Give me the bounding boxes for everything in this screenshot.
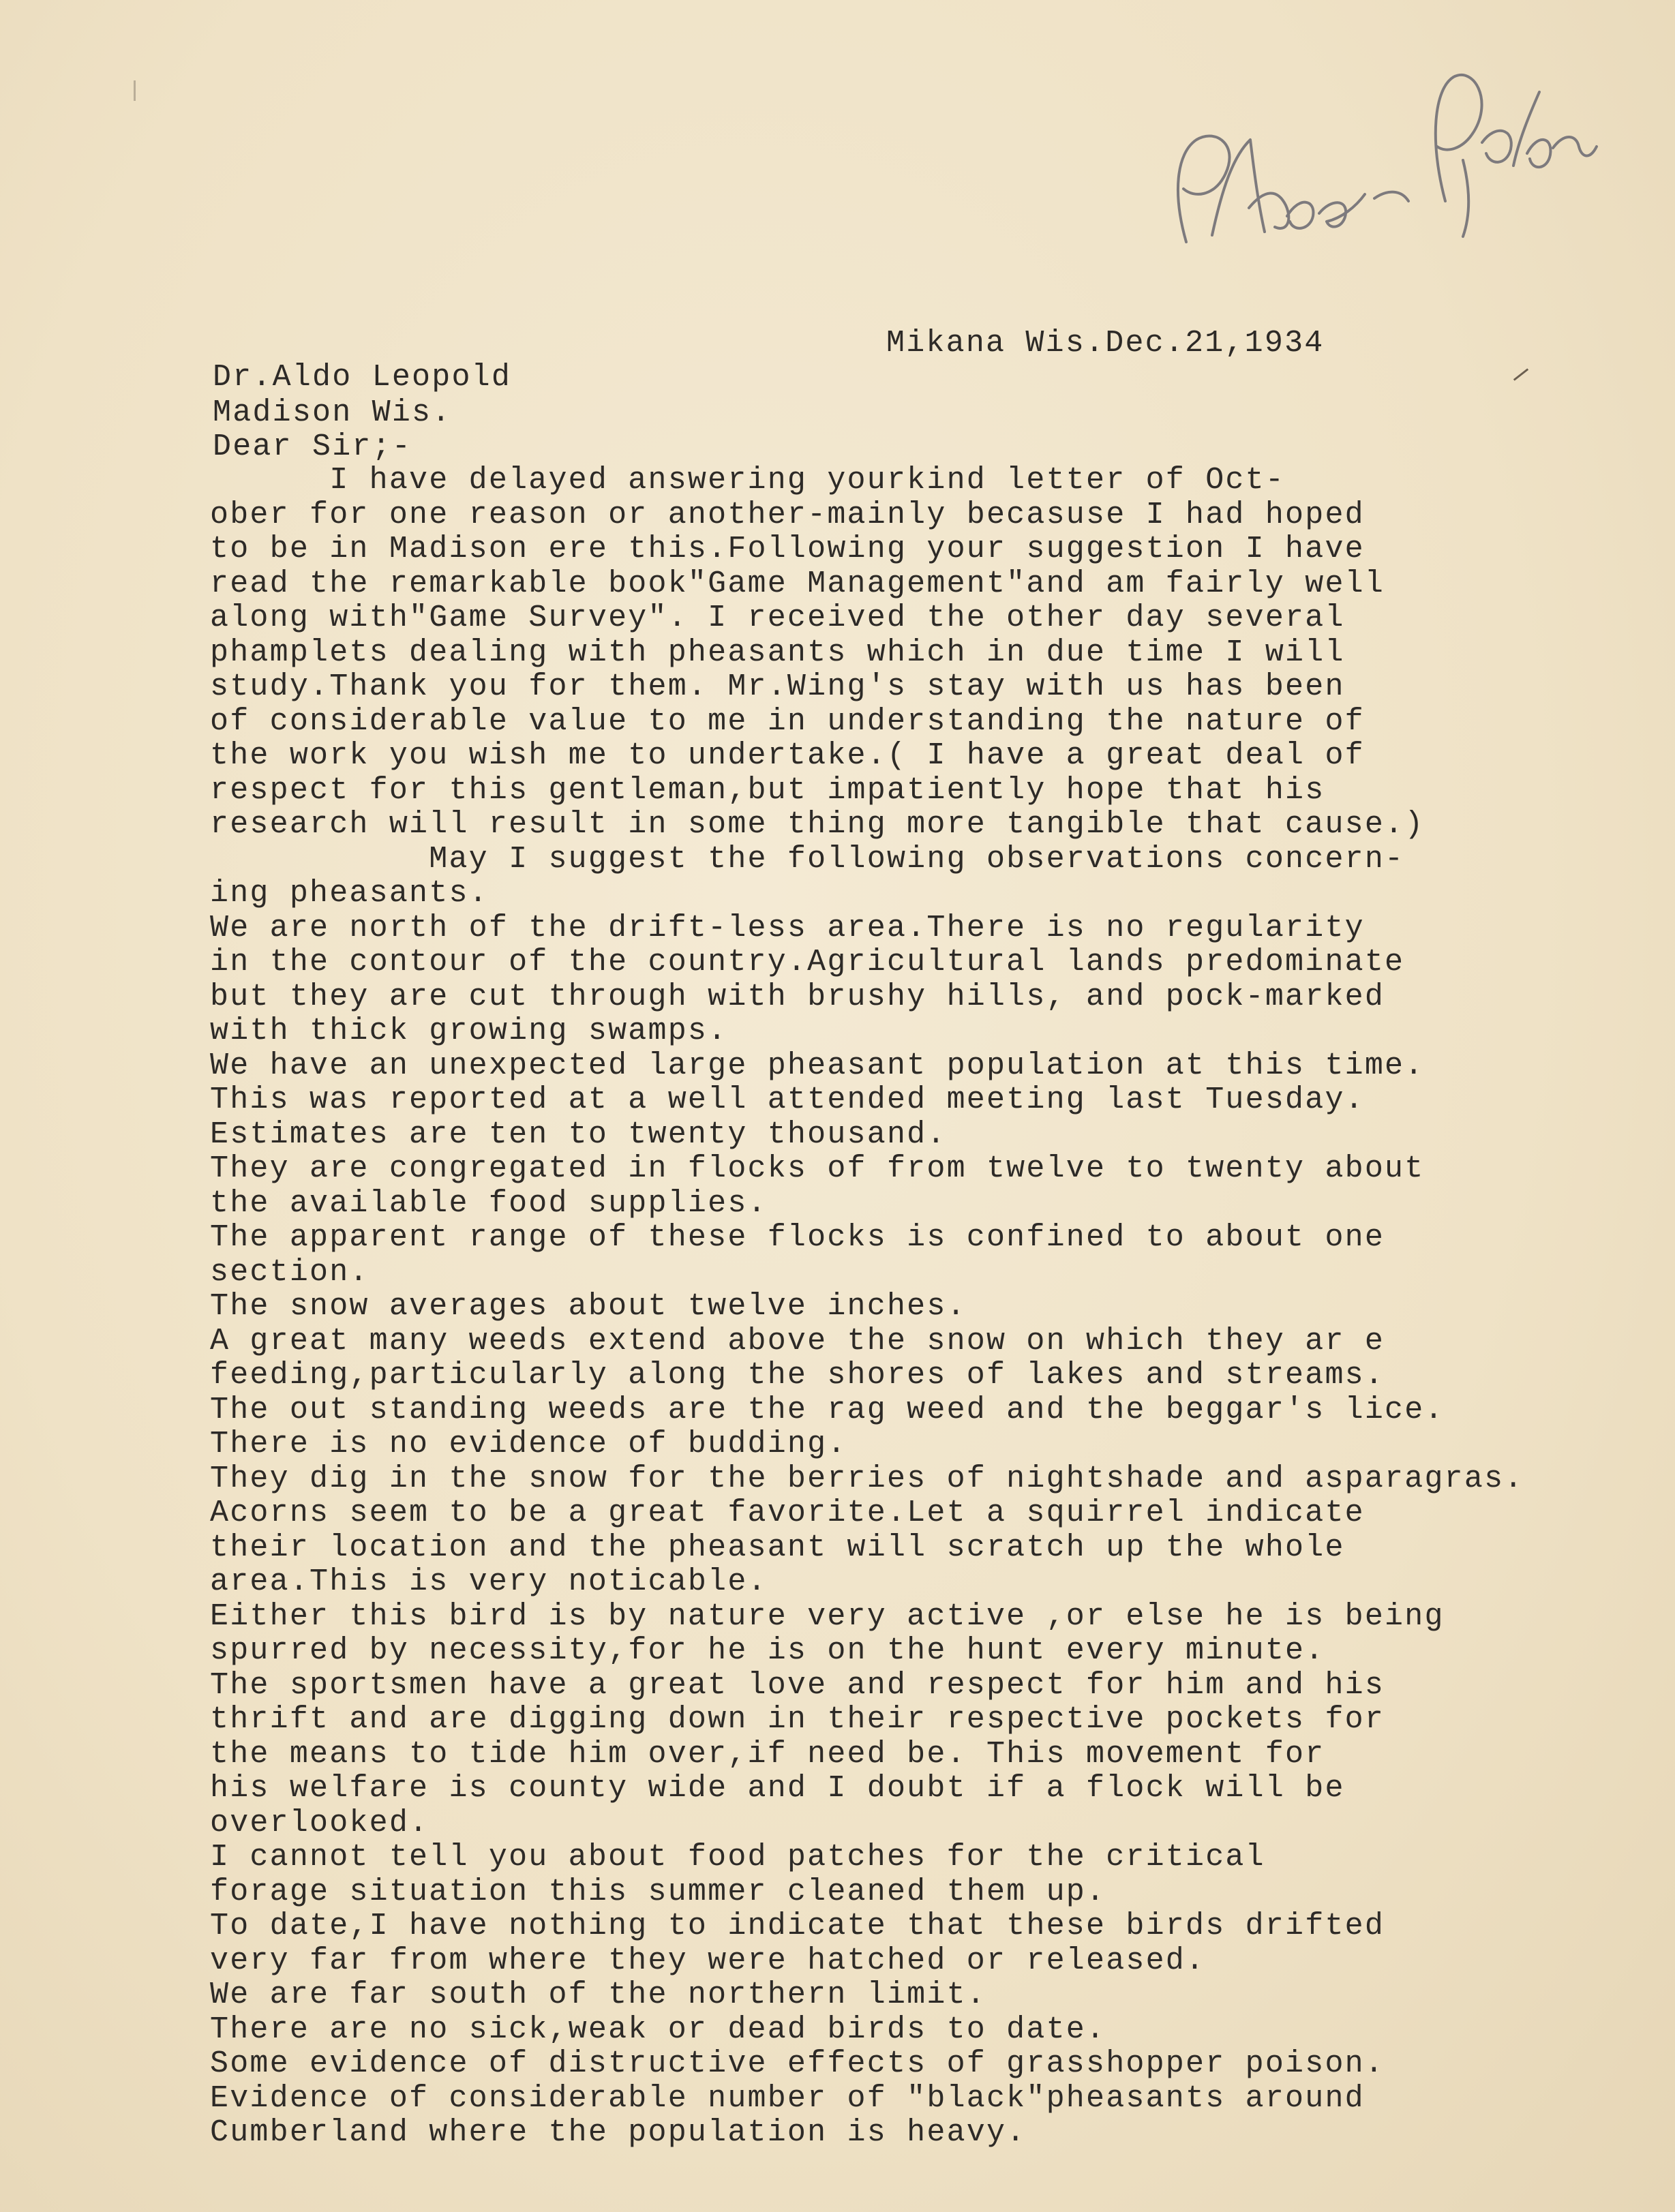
body-line: Evidence of considerable number of "black"pheasants around bbox=[210, 2080, 1365, 2116]
handwritten-folder-note bbox=[1159, 37, 1602, 262]
body-line: very far from where they were hatched or released. bbox=[210, 1943, 1206, 1978]
salutation: Dear Sir;- bbox=[213, 429, 412, 464]
recipient-name: Dr.Aldo Leopold bbox=[213, 360, 512, 395]
body-line: in the contour of the country.Agricultural lands predominate bbox=[210, 945, 1405, 980]
body-line: I cannot tell you about food patches for the critical bbox=[210, 1840, 1265, 1875]
body-line: the work you wish me to undertake.( I have a great deal of bbox=[210, 738, 1365, 773]
body-line: area.This is very noticable. bbox=[210, 1564, 768, 1599]
body-line: They are congregated in flocks of from twelve to twenty about bbox=[210, 1151, 1425, 1186]
body-line: spurred by necessity,for he is on the hunt every minute. bbox=[210, 1633, 1325, 1668]
body-line: his welfare is county wide and I doubt if a flock will be bbox=[210, 1771, 1345, 1806]
body-line: the means to tide him over,if need be. This movement for bbox=[210, 1736, 1325, 1772]
body-line: the available food supplies. bbox=[210, 1185, 768, 1221]
body-line: To date,I have nothing to indicate that these birds drifted bbox=[210, 1909, 1385, 1943]
body-line: ober for one reason or another-mainly becasuse I had hoped bbox=[210, 497, 1365, 532]
body-line: They dig in the snow for the berries of nightshade and asparagras. bbox=[210, 1461, 1524, 1496]
body-line: The snow averages about twelve inches. bbox=[210, 1289, 967, 1324]
body-line: We are far south of the northern limit. bbox=[210, 1978, 986, 2012]
body-line: There is no evidence of budding. bbox=[210, 1427, 847, 1461]
body-line: Estimates are ten to twenty thousand. bbox=[210, 1117, 947, 1152]
recipient-city: Madison Wis. bbox=[213, 395, 452, 430]
body-line: forage situation this summer cleaned them up. bbox=[210, 1874, 1106, 1909]
body-line: section. bbox=[210, 1254, 369, 1290]
body-line: There are no sick,weak or dead birds to date. bbox=[210, 2012, 1106, 2047]
body-line: their location and the pheasant will scratch up the whole bbox=[210, 1530, 1345, 1565]
dateline: Mikana Wis.Dec.21,1934 bbox=[886, 326, 1325, 361]
body-line: I have delayed answering yourkind letter of Oct- bbox=[210, 463, 1286, 498]
body-line: The apparent range of these flocks is confined to about one bbox=[210, 1220, 1385, 1255]
body-line: ing pheasants. bbox=[210, 876, 489, 911]
body-line: overlooked. bbox=[210, 1805, 429, 1840]
body-line: May I suggest the following observations concern- bbox=[210, 841, 1405, 877]
body-line: feeding,particularly along the shores of lakes and streams. bbox=[210, 1358, 1385, 1393]
body-line: but they are cut through with brushy hills, and pock-marked bbox=[210, 979, 1385, 1014]
body-line: thrift and are digging down in their respective pockets for bbox=[210, 1702, 1385, 1737]
body-line: A great many weeds extend above the snow on which they ar e bbox=[210, 1323, 1385, 1359]
body-line: Cumberland where the population is heavy. bbox=[210, 2115, 1027, 2150]
body-line: The sportsmen have a great love and respect for him and his bbox=[210, 1667, 1385, 1703]
body-line: read the remarkable book"Game Management"and am fairly well bbox=[210, 566, 1385, 601]
letter-body bbox=[210, 463, 1608, 2150]
ink-tick-mark bbox=[1513, 368, 1528, 380]
body-line: Acorns seem to be a great favorite.Let a squirrel indicate bbox=[210, 1496, 1365, 1530]
body-line: to be in Madison ere this.Following your suggestion I have bbox=[210, 532, 1365, 566]
body-line: phamplets dealing with pheasants which in due time I will bbox=[210, 635, 1345, 670]
body-line: of considerable value to me in understanding the nature of bbox=[210, 703, 1365, 739]
body-line: Either this bird is by nature very active ,or else he is being bbox=[210, 1599, 1445, 1634]
body-line: This was reported at a well attended meeting last Tuesday. bbox=[210, 1082, 1365, 1117]
body-line: respect for this gentleman,but impatiently hope that his bbox=[210, 772, 1325, 808]
body-line: with thick growing swamps. bbox=[210, 1014, 728, 1048]
body-line: We are north of the drift-less area.There is no regularity bbox=[210, 910, 1365, 945]
body-line: research will result in some thing more tangible that cause.) bbox=[210, 807, 1425, 842]
handwritten-signature-graphic bbox=[1159, 37, 1602, 262]
margin-mark bbox=[134, 80, 151, 101]
body-line: study.Thank you for them. Mr.Wing's stay with us has been bbox=[210, 669, 1345, 704]
body-line: along with"Game Survey". I received the other day several bbox=[210, 601, 1345, 635]
body-line: We have an unexpected large pheasant population at this time. bbox=[210, 1048, 1425, 1083]
body-line: The out standing weeds are the rag weed and the beggar's lice. bbox=[210, 1392, 1445, 1427]
body-line: Some evidence of distructive effects of grasshopper poison. bbox=[210, 2046, 1385, 2081]
